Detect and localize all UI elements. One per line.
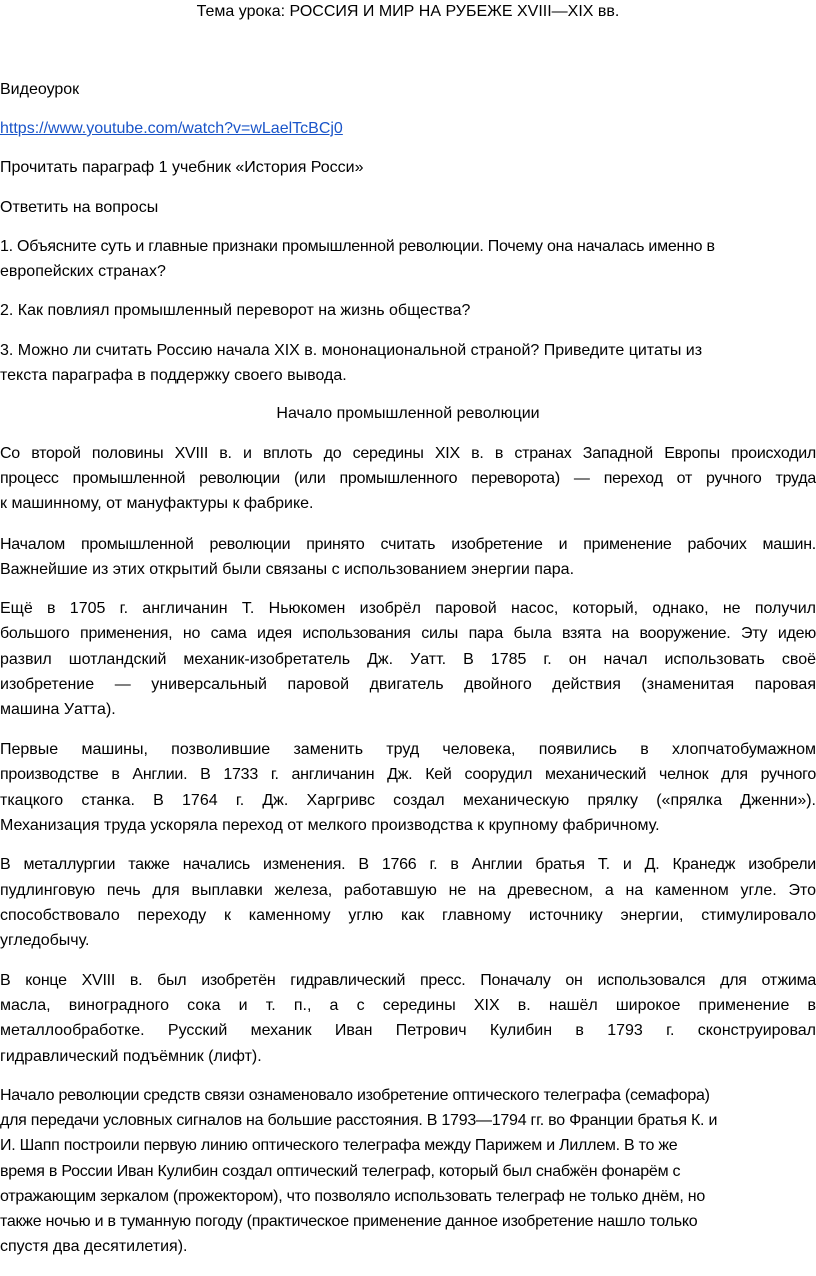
paragraph-line: металлообработке. Русский механик Иван Петрович Кулибин в 1793 г. сконструировал — [0, 1022, 816, 1039]
paragraph-line: пудлинговую печь для выплавки железа, работавшую не на древесном, а на каменном угле. Это — [0, 882, 816, 899]
section-title: Начало промышленной революции — [276, 405, 540, 422]
paragraph-line: Со второй половины XVIII в. и вплоть до середины XIX в. в странах Западной Европы происходил — [0, 445, 816, 462]
paragraph-line: процесс промышленной революции (или промышленного переворота) — переход от ручного труда — [0, 470, 816, 487]
answer-task: Ответить на вопросы — [0, 199, 159, 216]
paragraph-line: развил шотландский механик-изобретатель Дж. Уатт. В 1785 г. он начал использовать своё — [0, 651, 816, 668]
video-label: Видеоурок — [0, 81, 80, 98]
paragraph-line: также ночью и в туманную погоду (практическое применение данное изобретение нашло только — [0, 1213, 698, 1230]
paragraph-line: Ещё в 1705 г. англичанин Т. Ньюкомен изобрёл паровой насос, который, однако, не получил — [0, 600, 816, 617]
lesson-title: Тема урока: РОССИЯ И МИР НА РУБЕЖЕ XVIII—XIX вв. — [196, 3, 620, 20]
paragraph-line: Началом промышленной революции принято считать изобретение и применение рабочих машин. — [0, 536, 816, 553]
paragraph-line: Начало революции средств связи ознаменовало изобретение оптического телеграфа (семафора) — [0, 1087, 710, 1104]
paragraph-line: Первые машины, позволившие заменить труд человека, появились в хлопчатобумажном — [0, 741, 816, 758]
paragraph-line: большого применения, но сама идея использования силы пара была взята на вооружение. Эту идею — [0, 625, 816, 642]
paragraph-line: угледобычу. — [0, 932, 90, 949]
question-2: 2. Как повлиял промышленный переворот на жизнь общества? — [0, 302, 471, 319]
question-1-line: 1. Объясните суть и главные признаки промышленной революции. Почему она началась именно в — [0, 238, 715, 255]
paragraph-line: В конце XVIII в. был изобретён гидравлический пресс. Поначалу он использовался для отжима — [0, 972, 816, 989]
paragraph-line: В металлургии также начались изменения. В 1766 г. в Англии братья Т. и Д. Кранедж изобрели — [0, 856, 816, 873]
question-3-line: текста параграфа в поддержку своего вывода. — [0, 367, 347, 384]
paragraph-line: к машинному, от мануфактуры к фабрике. — [0, 495, 314, 512]
video-link[interactable]: https://www.youtube.com/watch?v=wLaelTcBCj0 — [0, 120, 343, 137]
paragraph-line: Механизация труда ускоряла переход от мелкого производства к крупному фабричному. — [0, 817, 660, 834]
paragraph-line: время в России Иван Кулибин создал оптический телеграф, который был снабжён фонарём с — [0, 1163, 681, 1180]
question-1-line: европейских странах? — [0, 263, 166, 280]
paragraph-line: машина Уатта). — [0, 701, 116, 718]
paragraph-line: масла, виноградного сока и т. п., а с середины XIX в. нашёл широкое применение в — [0, 997, 816, 1014]
paragraph-line: гидравлический подъёмник (лифт). — [0, 1048, 262, 1065]
paragraph-line: способствовало переходу к каменному углю как главному источнику энергии, стимулировало — [0, 907, 816, 924]
paragraph-line: ткацкого станка. В 1764 г. Дж. Харгривс создал механическую прялку («прялка Дженни»). — [0, 792, 816, 809]
paragraph-line: изобретение — универсальный паровой двигатель двойного действия (знаменитая паровая — [0, 676, 816, 693]
paragraph-line: для передачи условных сигналов на большие расстояния. В 1793—1794 гг. во Франции братья К. и — [0, 1112, 718, 1129]
read-task: Прочитать параграф 1 учебник «История Росси» — [0, 159, 364, 176]
paragraph-line: И. Шапп построили первую линию оптического телеграфа между Парижем и Лиллем. В то же — [0, 1137, 678, 1154]
paragraph-line: Важнейшие из этих открытий были связаны с использованием энергии пара. — [0, 561, 575, 578]
question-3-line: 3. Можно ли считать Россию начала XIX в. мононациональной страной? Приведите цитаты из — [0, 342, 703, 359]
paragraph-line: спустя два десятилетия). — [0, 1238, 188, 1255]
paragraph-line: производстве в Англии. В 1733 г. англичанин Дж. Кей соорудил механический челнок для ручного — [0, 766, 816, 783]
paragraph-line: отражающим зеркалом (прожектором), что позволяло использовать телеграф не только днём, но — [0, 1188, 705, 1205]
